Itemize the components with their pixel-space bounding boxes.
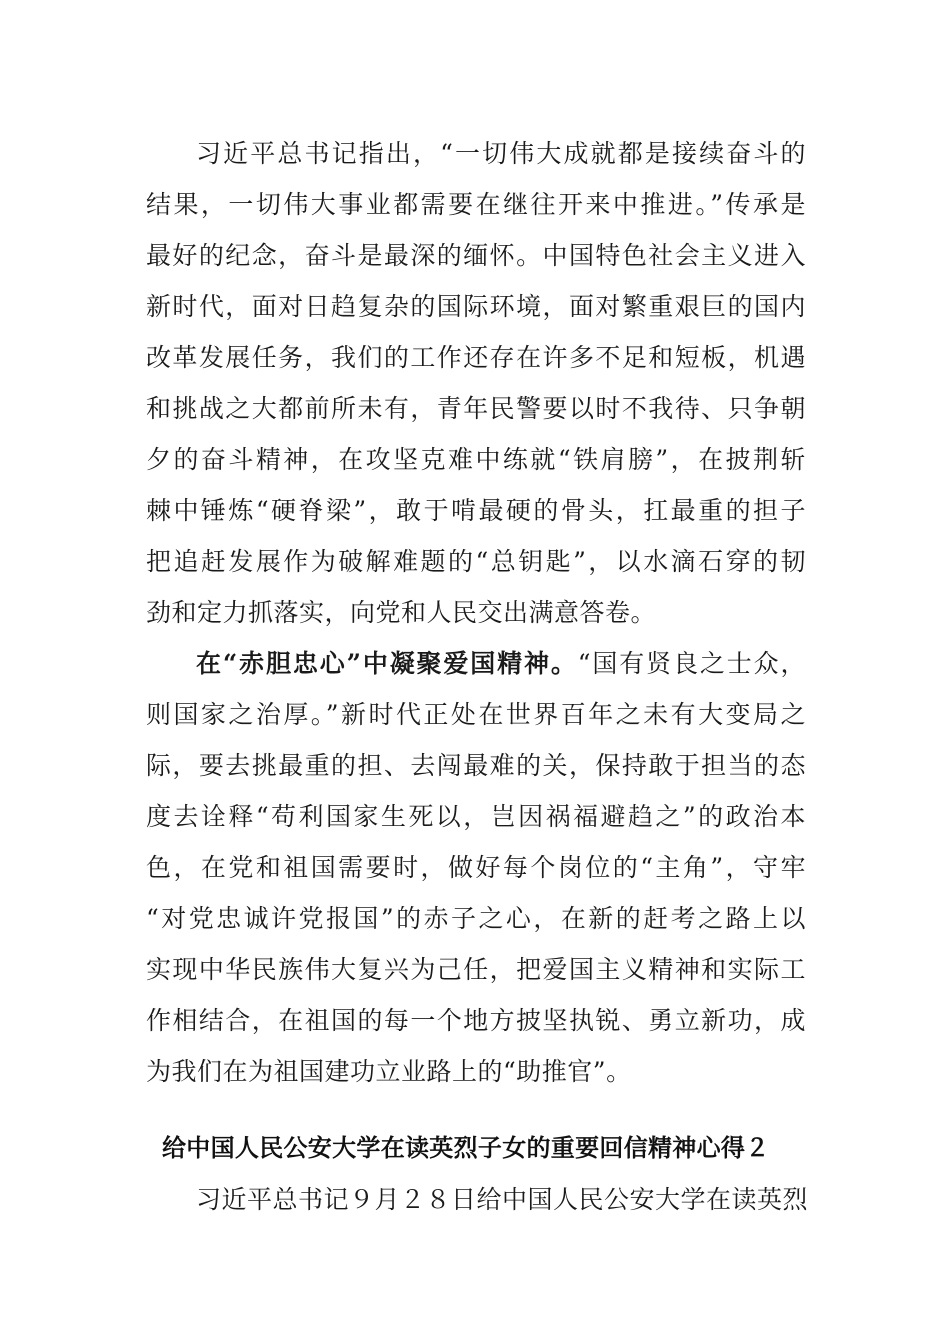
paragraph-line: 把追赶发展作为破解难题的“总钥匙”，以水滴石穿的韧 — [146, 547, 806, 576]
paragraph-first-line — [196, 638, 806, 689]
paragraph-line: 棘中锤炼“硬脊梁”，敢于啃最硬的骨头，扛最重的担子 — [146, 496, 806, 525]
paragraph-line: 际，要去挑最重的担、去闯最难的关，保持敢于担当的态 — [146, 751, 806, 780]
paragraph-line: 为我们在为祖国建功立业路上的“助推官”。 — [146, 1057, 632, 1086]
paragraph-line: 劲和定力抓落实，向党和人民交出满意答卷。 — [146, 598, 657, 627]
paragraph-lead-rest: “国有贤良之士众， — [577, 649, 806, 678]
section-heading: 给中国人民公安大学在读英烈子女的重要回信精神心得２ — [162, 1134, 770, 1162]
paragraph-line: 夕的奋斗精神，在攻坚克难中练就“铁肩膀”，在披荆斩 — [146, 445, 806, 474]
paragraph-line: 作相结合，在祖国的每一个地方披坚执锐、勇立新功，成 — [146, 1006, 806, 1035]
paragraph-line: 新时代，面对日趋复杂的国际环境，面对繁重艰巨的国内 — [146, 292, 806, 321]
paragraph-line: 改革发展任务，我们的工作还存在许多不足和短板，机遇 — [146, 343, 806, 372]
paragraph-line: 习近平总书记９月２８日给中国人民公安大学在读英烈 — [196, 1185, 809, 1214]
paragraph-line: 习近平总书记指出，“一切伟大成就都是接续奋斗的 — [196, 139, 806, 168]
paragraph-line: 最好的纪念，奋斗是最深的缅怀。中国特色社会主义进入 — [146, 241, 806, 270]
paragraph-line: 则国家之治厚。”新时代正处在世界百年之未有大变局之 — [146, 700, 806, 729]
paragraph-line: 实现中华民族伟大复兴为己任，把爱国主义精神和实际工 — [146, 955, 806, 984]
paragraph-line: 和挑战之大都前所未有，青年民警要以时不我待、只争朝 — [146, 394, 806, 423]
paragraph-line: 度去诠释“苟利国家生死以，岂因祸福避趋之”的政治本 — [146, 802, 806, 831]
paragraph-lead-bold: 在“赤胆忠心”中凝聚爱国精神。 — [196, 649, 578, 678]
paragraph-line: “对党忠诚许党报国”的赤子之心，在新的赶考之路上以 — [146, 904, 806, 933]
paragraph-line: 结果，一切伟大事业都需要在继往开来中推进。”传承是 — [146, 190, 806, 219]
paragraph-line: 色，在党和祖国需要时，做好每个岗位的“主角”，守牢 — [146, 853, 806, 882]
